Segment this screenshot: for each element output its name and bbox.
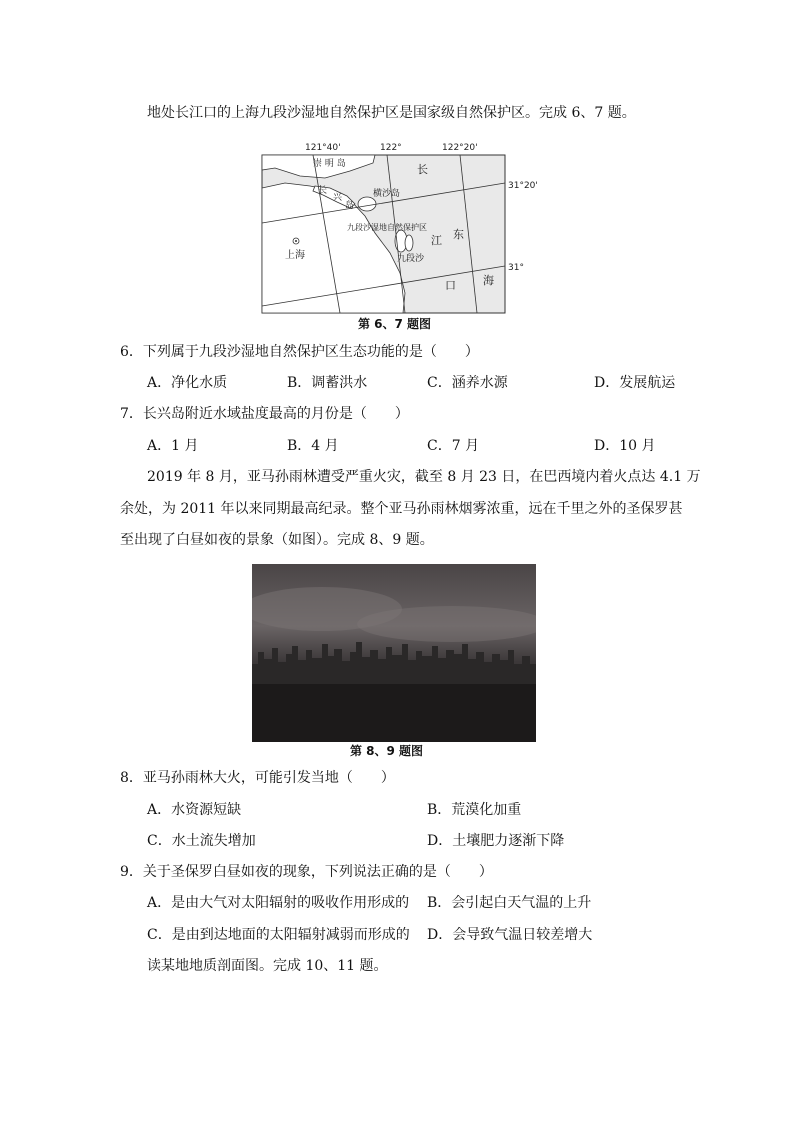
q9-option-c[interactable]: C．是由到达地面的太阳辐射减弱而形成的 [147,927,410,943]
q8-option-d[interactable]: D．土壤肥力逐渐下降 [427,833,565,849]
q7-option-a[interactable]: A．1 月 [147,438,199,454]
label-changxing-3: 岛 [345,201,355,211]
q9-option-b[interactable]: B．会引起白天气温的上升 [427,895,592,911]
q9-option-d[interactable]: D．会导致气温日较差增大 [427,927,593,943]
q7-option-b[interactable]: B．4 月 [287,438,339,454]
label-shanghai: 上海 [285,250,305,261]
intro-q10-11: 读某地地质剖面图。完成 10、11 题。 [147,958,388,974]
q6-option-d[interactable]: D．发展航运 [594,375,676,391]
intro-q8-9-line1: 2019 年 8 月，亚马孙雨林遭受严重火灾，截至 8 月 23 日，在巴西境内着火点达 4.1 万 [147,469,701,485]
intro-q8-9-line2: 余处，为 2011 年以来同期最高纪录。整个亚马孙雨林烟雾浓重，远在千里之外的圣保罗甚 [120,501,683,517]
label-chongming: 崇 明 岛 [313,159,346,169]
lat-label-2: 31° [508,263,524,273]
label-changxing-1: 长 [318,186,328,196]
label-river-2: 江 [431,234,442,247]
lat-label-1: 31°20' [508,181,538,191]
q8-option-a[interactable]: A．水资源短缺 [147,802,242,818]
photo-caption: 第 8、9 题图 [350,744,424,758]
q6-option-a[interactable]: A．净化水质 [147,375,228,391]
label-sea-1: 东 [453,228,464,241]
label-jiuduansha: 九段沙 [397,254,425,264]
q7-option-d[interactable]: D．10 月 [594,438,656,454]
intro-q6-7: 地处长江口的上海九段沙湿地自然保护区是国家级自然保护区。完成 6、7 题。 [147,105,636,121]
lon-label-3: 122°20' [442,143,478,153]
map-caption: 第 6、7 题图 [358,317,432,331]
q8-stem: 8．亚马孙雨林大火，可能引发当地（ ） [120,770,395,786]
jiuduansha-map [255,138,545,318]
jiuduansha-shoal-2 [405,235,413,251]
label-river-3: 口 [445,279,456,292]
hengsha-island-shape [358,197,376,211]
q8-option-c[interactable]: C．水土流失增加 [147,833,256,849]
q7-stem: 7．长兴岛附近水域盐度最高的月份是（ ） [120,406,409,422]
q6-option-b[interactable]: B．调蓄洪水 [287,375,368,391]
label-changxing-2: 兴 [333,193,343,203]
q9-stem: 9．关于圣保罗白昼如夜的现象，下列说法正确的是（ ） [120,864,493,880]
label-sea-2: 海 [483,274,494,287]
sao-paulo-photo [252,564,536,742]
lon-label-1: 121°40' [305,143,341,153]
q7-option-c[interactable]: C．7 月 [427,438,480,454]
q8-option-b[interactable]: B．荒漠化加重 [427,802,522,818]
q6-stem: 6．下列属于九段沙湿地自然保护区生态功能的是（ ） [120,344,479,360]
label-reserve: 九段沙湿地自然保护区 [347,223,427,232]
shanghai-marker-dot-icon [295,240,297,242]
q9-option-a[interactable]: A．是由大气对太阳辐射的吸收作用形成的 [147,895,410,911]
q6-option-c[interactable]: C．涵养水源 [427,375,508,391]
photo-foreground [252,684,536,742]
label-river-1: 长 [417,163,428,176]
lon-label-2: 122° [380,143,402,153]
label-hengsha: 横沙岛 [373,189,401,199]
intro-q8-9-line3: 至出现了白昼如夜的景象（如图）。完成 8、9 题。 [120,532,434,548]
